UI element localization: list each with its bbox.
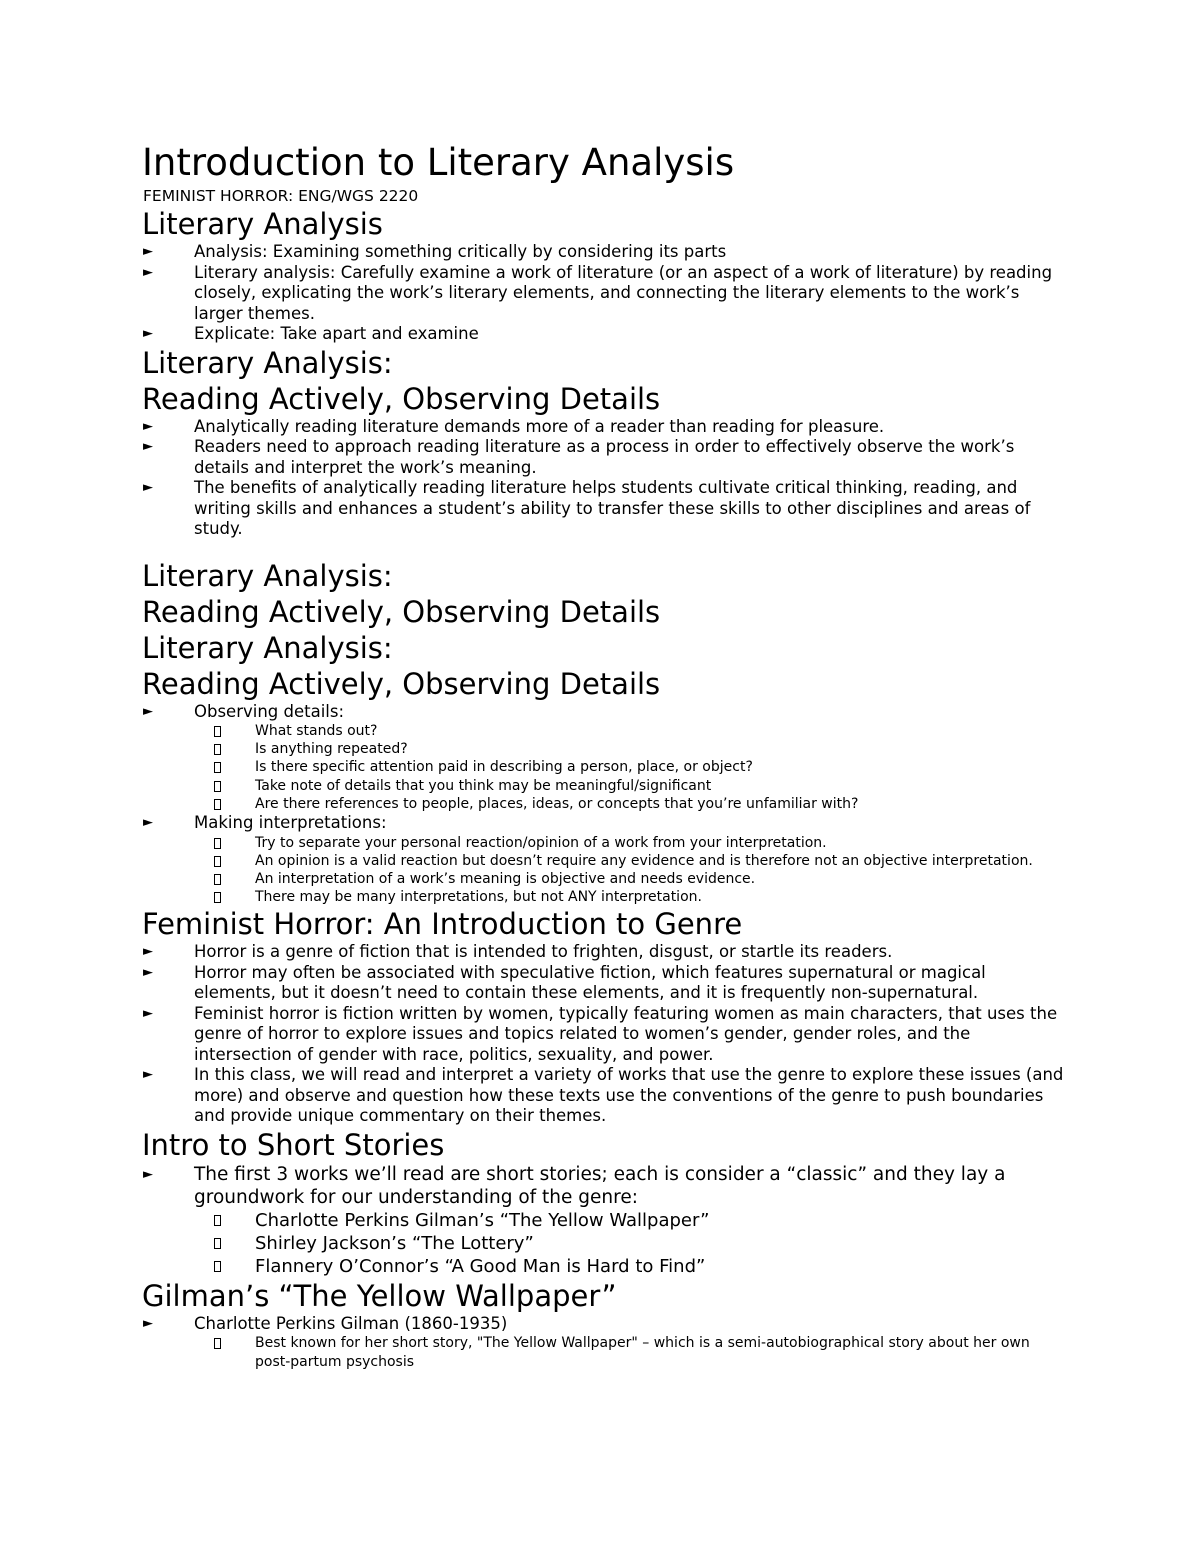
page-title: Introduction to Literary Analysis <box>142 141 735 184</box>
sub-bullet-list <box>142 1209 1067 1278</box>
section-yellow-wallpaper <box>142 1278 1067 1371</box>
sub-list-item-text: Charlotte Perkins Gilman’s “The Yellow Wallpaper” <box>255 1209 710 1231</box>
sub-list-item <box>142 795 1067 813</box>
section-heading: Literary Analysis: <box>142 345 393 380</box>
sub-list-item-text: Is anything repeated? <box>255 741 408 758</box>
bullet-list <box>142 1314 1067 1335</box>
arrow-bullet-icon: ► <box>143 264 153 280</box>
bullet-list <box>142 942 1067 1127</box>
sub-bullet-list <box>142 1334 1067 1370</box>
bullet-list <box>142 813 1067 834</box>
bullet-list <box>142 242 1067 345</box>
square-bullet-icon <box>214 781 221 792</box>
list-item <box>142 1004 1067 1066</box>
sub-list-item <box>142 1255 1067 1278</box>
sub-bullet-list <box>142 834 1067 907</box>
list-item-text: Horror may often be associated with speculative fiction, which features supernatural or magical elements, but it doesn’t need to contain these elements, and it is frequently non-supernatural. <box>194 962 986 1003</box>
square-bullet-icon <box>214 874 221 885</box>
sub-list-item-text: Take note of details that you think may be meaningful/significant <box>255 777 712 794</box>
list-item-text: Horror is a genre of fiction that is intended to frighten, disgust, or startle its readers. <box>194 942 893 962</box>
sub-list-item-text: An interpretation of a work’s meaning is objective and needs evidence. <box>255 870 756 887</box>
sub-list-item <box>142 888 1067 906</box>
square-bullet-icon <box>214 726 221 737</box>
sub-list-item-text: Shirley Jackson’s “The Lottery” <box>255 1232 534 1254</box>
course-subtitle: FEMINIST HORROR: ENG/WGS 2220 <box>143 187 419 205</box>
arrow-bullet-icon: ► <box>143 244 153 259</box>
square-bullet-icon <box>214 1261 221 1272</box>
list-item-text: The benefits of analytically reading literature helps students cultivate critical thinking, reading, and writing skills and enhances a student’s ability to transfer these skills to other disciplines and areas of study. <box>194 478 1031 538</box>
section-heading: Literary Analysis <box>142 207 383 241</box>
sub-list-item-text: Is there specific attention paid in describing a person, place, or object? <box>255 759 753 776</box>
arrow-bullet-icon: ► <box>143 964 153 980</box>
list-item <box>142 813 1067 834</box>
list-item-text: Making interpretations: <box>194 813 387 833</box>
square-bullet-icon <box>214 1238 221 1249</box>
square-bullet-icon <box>214 762 221 773</box>
section-heading: Literary Analysis: <box>142 558 393 593</box>
section-heading: Intro to Short Stories <box>142 1127 445 1162</box>
square-bullet-icon <box>214 892 221 903</box>
arrow-bullet-icon: ► <box>143 480 153 495</box>
sub-list-item <box>142 834 1067 852</box>
square-bullet-icon <box>214 799 221 810</box>
section-heading: Gilman’s “The Yellow Wallpaper” <box>142 1278 617 1313</box>
section-heading: Reading Actively, Observing Details <box>142 381 661 416</box>
list-item <box>142 263 1067 325</box>
square-bullet-icon <box>214 856 221 867</box>
spacer <box>142 540 1067 558</box>
list-item-text: In this class, we will read and interpret a variety of works that use the genre to explore these issues (and more) and observe and question how these texts use the conventions of the genre to push boundaries and provide unique commentary on their themes. <box>194 1065 1064 1126</box>
section-short-stories <box>142 1127 1067 1278</box>
section-reading-actively <box>142 345 1067 540</box>
bullet-list <box>142 702 1067 723</box>
section-heading: Reading Actively, Observing Details <box>142 666 661 701</box>
list-item <box>142 437 1067 478</box>
sub-list-item-text: What stands out? <box>255 723 378 739</box>
list-item-text: Analysis: Examining something critically by considering its parts <box>194 242 727 261</box>
section-observing-details <box>142 558 1067 907</box>
list-item <box>142 702 1067 723</box>
sub-list-item-text: Try to separate your personal reaction/opinion of a work from your interpretation. <box>255 834 827 851</box>
arrow-bullet-icon: ► <box>143 326 153 341</box>
arrow-bullet-icon: ► <box>143 439 153 454</box>
list-item <box>142 942 1067 963</box>
list-item-text: Readers need to approach reading literature as a process in order to effectively observe the work’s details and interpret the work’s meaning. <box>194 437 1015 477</box>
list-item-text: Feminist horror is fiction written by women, typically featuring women as main characters, that uses the genre of horror to explore issues and topics related to women’s gender, gender roles, and the intersection of gender with race, politics, sexuality, and power. <box>194 1003 1058 1064</box>
sub-list-item <box>142 1334 1067 1370</box>
sub-list-item-text: Flannery O’Connor’s “A Good Man is Hard to Find” <box>255 1255 706 1277</box>
square-bullet-icon <box>214 744 221 755</box>
sub-list-item <box>142 758 1067 776</box>
sub-list-item <box>142 740 1067 758</box>
arrow-bullet-icon: ► <box>143 944 153 960</box>
sub-list-item <box>142 777 1067 795</box>
sub-list-item-text: An opinion is a valid reaction but doesn’t require any evidence and is therefore not an objective interpretation. <box>255 852 1033 869</box>
square-bullet-icon <box>214 1215 221 1226</box>
square-bullet-icon <box>214 1338 221 1349</box>
list-item-text: Analytically reading literature demands more of a reader than reading for pleasure. <box>194 416 885 436</box>
sub-list-item <box>142 1232 1067 1255</box>
square-bullet-icon <box>214 838 221 849</box>
arrow-bullet-icon: ► <box>143 1315 153 1331</box>
list-item-text: Literary analysis: Carefully examine a work of literature (or an aspect of a work of literature) by reading closely, explicating the work’s literary elements, and connecting the literary elements to the work’s larger themes. <box>194 262 1053 323</box>
sub-list-item <box>142 1209 1067 1232</box>
sub-list-item <box>142 852 1067 870</box>
sub-bullet-list <box>142 722 1067 813</box>
sub-list-item-text: Best known for her short story, "The Yellow Wallpaper" – which is a semi-autobiographical story about her own post-partum psychosis <box>255 1335 1030 1370</box>
sub-list-item <box>142 870 1067 888</box>
arrow-bullet-icon: ► <box>143 815 153 831</box>
section-heading: Reading Actively, Observing Details <box>142 594 661 629</box>
list-item <box>142 242 1067 263</box>
arrow-bullet-icon: ► <box>143 703 153 719</box>
list-item-text: Observing details: <box>194 701 345 721</box>
sub-list-item-text: Are there references to people, places, ideas, or concepts that you’re unfamiliar with? <box>255 795 859 812</box>
list-item <box>142 478 1067 540</box>
sub-list-item-text: There may be many interpretations, but not ANY interpretation. <box>255 889 702 906</box>
arrow-bullet-icon: ► <box>143 1166 153 1182</box>
sub-list-item <box>142 722 1067 740</box>
list-item <box>142 1314 1067 1335</box>
list-item-text: Explicate: Take apart and examine <box>194 324 479 343</box>
list-item <box>142 1163 1067 1209</box>
list-item <box>142 1065 1067 1127</box>
list-item-text: The first 3 works we’ll read are short stories; each is consider a “classic” and they lay a groundwork for our understanding of the genre: <box>194 1163 1006 1208</box>
list-item <box>142 963 1067 1004</box>
section-heading: Feminist Horror: An Introduction to Genre <box>142 907 743 942</box>
document-page <box>142 140 1067 1371</box>
arrow-bullet-icon: ► <box>143 418 153 434</box>
list-item <box>142 417 1067 438</box>
arrow-bullet-icon: ► <box>143 1005 153 1021</box>
list-item-text: Charlotte Perkins Gilman (1860-1935) <box>194 1313 508 1333</box>
section-heading: Literary Analysis: <box>142 630 393 665</box>
list-item <box>142 324 1067 345</box>
arrow-bullet-icon: ► <box>143 1067 153 1083</box>
bullet-list <box>142 417 1067 540</box>
bullet-list <box>142 1163 1067 1209</box>
section-literary-analysis <box>142 206 1067 345</box>
section-feminist-horror <box>142 906 1067 1127</box>
